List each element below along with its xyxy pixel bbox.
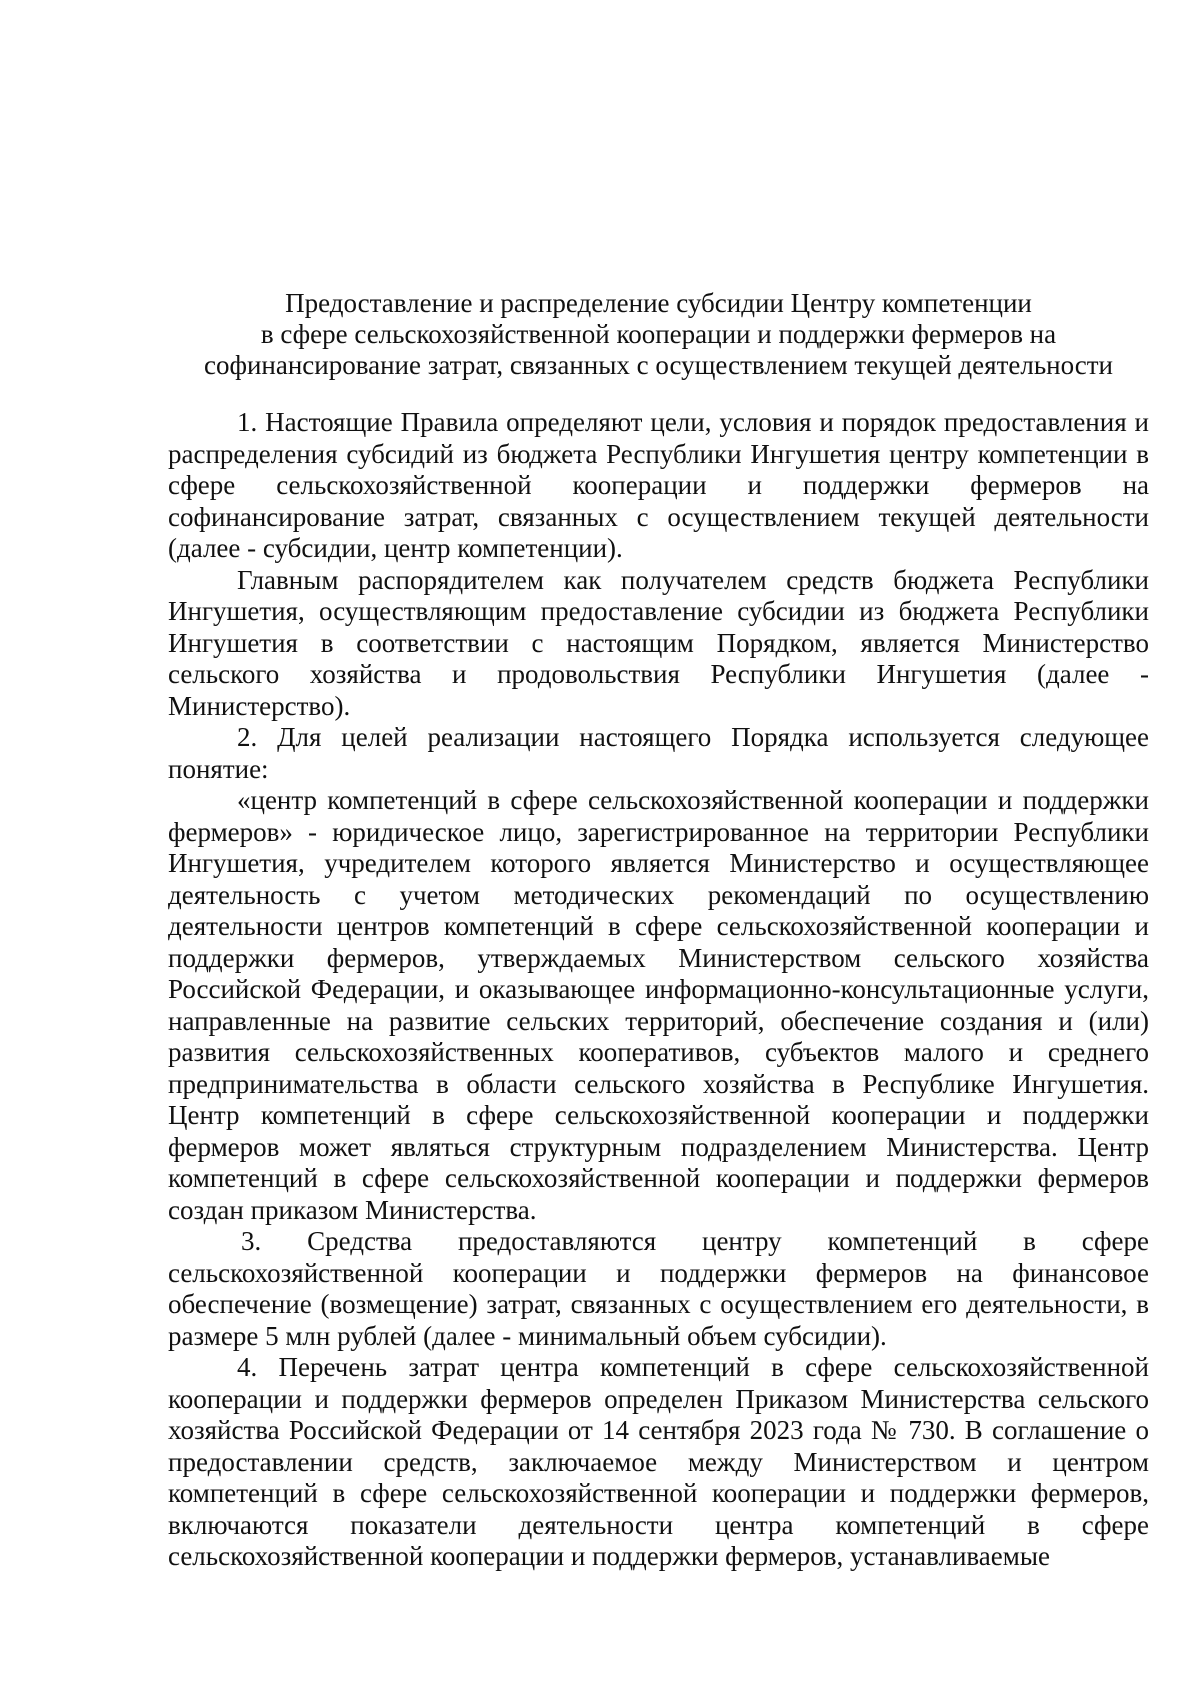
paragraph-definition: «центр компетенций в сфере сельскохозяйственной кооперации и поддержки фермеров» - юридическое лицо, зарегистрированное на территории Республики Ингушетия, учредителем которого является Министерство и осуществляющее деятельность с учетом методических рекомендаций по осуществлению деятельности центров компетенций в сфере сельскохозяйственной кооперации и поддержки фермеров, утверждаемых Министерством сельского хозяйства Российской Федерации, и оказывающее информационно-консультационные услуги, направленные на развитие сельских территорий, обеспечение создания и (или) развития сельскохозяйственных кооперативов, субъектов малого и среднего предпринимательства в области сельского хозяйства в Республике Ингушетия. Центр компетенций в сфере сельскохозяйственной кооперации и поддержки фермеров может являться структурным подразделением Министерства. Центр компетенций в сфере сельскохозяйственной кооперации и поддержки фермеров создан приказом Министерства. bbox=[168, 785, 1149, 1225]
paragraph-4: 4. Перечень затрат центра компетенций в сфере сельскохозяйственной кооперации и поддержки фермеров определен Приказом Министерства сельского хозяйства Российской Федерации от 14 сентября 2023 года № 730. В соглашение о предоставлении средств, заключаемое между Министерством и центром компетенций в сфере сельскохозяйственной кооперации и поддержки фермеров, включаются показатели деятельности центра компетенций в сфере сельскохозяйственной кооперации и поддержки фермеров, устанавливаемые bbox=[168, 1352, 1149, 1571]
paragraph-main-distributor: Главным распорядителем как получателем средств бюджета Республики Ингушетия, осуществляющим предоставление субсидии из бюджета Республики Ингушетия в соответствии с настоящим Порядком, является Министерство сельского хозяйства и продовольствия Республики Ингушетия (далее - Министерство). bbox=[168, 564, 1149, 721]
document-page bbox=[168, 288, 1149, 1573]
document-title bbox=[168, 288, 1149, 381]
document-body bbox=[168, 407, 1149, 1573]
paragraph-3: 3. Средства предоставляются центру компетенций в сфере сельскохозяйственной кооперации и поддержки фермеров на финансовое обеспечение (возмещение) затрат, связанных с осуществлением его деятельности, в размере 5 млн рублей (далее - минимальный объем субсидии). bbox=[168, 1226, 1149, 1351]
title-line: в сфере сельскохозяйственной кооперации и поддержки фермеров на bbox=[260, 319, 1057, 349]
title-line: софинансирование затрат, связанных с осуществлением текущей деятельности bbox=[203, 350, 1113, 380]
title-line: Предоставление и распределение субсидии Центру компетенции bbox=[285, 288, 1032, 318]
paragraph-1: 1. Настоящие Правила определяют цели, условия и порядок предоставления и распределения субсидий из бюджета Республики Ингушетия центру компетенции в сфере сельскохозяйственной кооперации и поддержки фермеров на софинансирование затрат, связанных с осуществлением текущей деятельности (далее - субсидии, центр компетенции). bbox=[168, 407, 1149, 563]
paragraph-2: 2. Для целей реализации настоящего Порядка используется следующее понятие: bbox=[168, 722, 1149, 784]
